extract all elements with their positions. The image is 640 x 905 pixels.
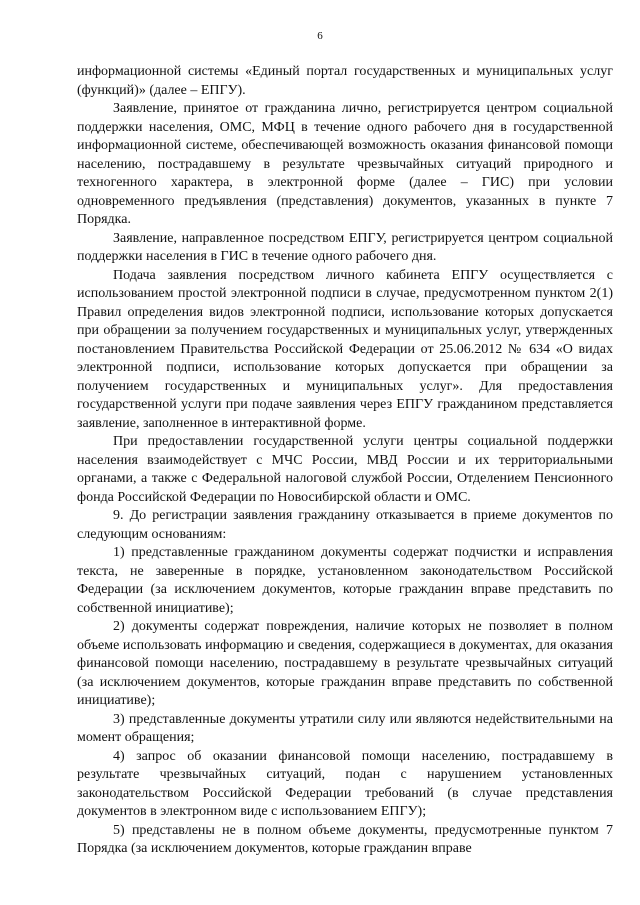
- paragraph-registration-epgu: Заявление, направленное посредством ЕПГУ, регистрируется центром социальной поддержки населения в ГИС в течение одного рабочего дня.: [77, 230, 613, 264]
- list-item-1: 1) представленные гражданином документы содержат подчистки и исправления текста, не заверенные в порядке, установленном законодательством Российской Федерации (за исключением документов, которые гражданин вправе представить по собственной инициативе);: [77, 545, 613, 616]
- paragraph-interaction: При предоставлении государственной услуги центры социальной поддержки населения взаимодействует с МЧС России, МВД России и их территориальными органами, а также с Федеральной налоговой службой России, Отделением Пенсионного фонда Российской Федерации по Новосибирской области и ОМС.: [77, 434, 613, 505]
- page-number: 6: [317, 30, 323, 42]
- paragraph-clause-9: 9. До регистрации заявления гражданину отказывается в приеме документов по следующим основаниям:: [77, 508, 613, 542]
- paragraph-electronic-signature: Подача заявления посредством личного кабинета ЕПГУ осуществляется с использованием простой электронной подписи в случае, предусмотренном пунктом 2(1) Правил определения видов электронной подписи, использование которых допускается при обращении за получением государственных и муниципальных услуг, утвержденных постановлением Правительства Российской Федерации от 25.06.2012 № 634 «О видах электронной подписи, использование которых допускается при обращении за получением государственных и муниципальных услуг». Для предоставления государственной услуги при подаче заявления через ЕПГУ гражданином представляется заявление, заполненное в интерактивной форме.: [77, 267, 613, 431]
- paragraph-registration-in-person: Заявление, принятое от гражданина лично, регистрируется центром социальной поддержки населения, ОМС, МФЦ в течение одного рабочего дня в государственной информационной системе, обеспечивающей возможность оказания финансовой помощи населению, пострадавшему в результате чрезвычайных ситуаций природного и техногенного характера, в электронной форме (далее – ГИС) при условии одновременного предъявления (представления) документов, указанных в пункте 7 Порядка.: [77, 101, 613, 227]
- list-item-2: 2) документы содержат повреждения, наличие которых не позволяет в полном объеме использовать информацию и сведения, содержащиеся в документах, для оказания финансовой помощи населению, пострадавшему в результате чрезвычайных ситуаций (за исключением документов, которые гражданин вправе представить по собственной инициативе);: [77, 619, 613, 708]
- list-item-5: 5) представлены не в полном объеме документы, предусмотренные пунктом 7 Порядка (за исключением документов, которые гражданин вправе: [77, 822, 613, 856]
- list-item-4: 4) запрос об оказании финансовой помощи населению, пострадавшему в результате чрезвычайных ситуаций, подан с нарушением установленных законодательством Российской Федерации требований (в случае представления документов в электронном виде с использованием ЕПГУ);: [77, 748, 613, 819]
- list-item-3: 3) представленные документы утратили силу или являются недействительными на момент обращения;: [77, 711, 613, 745]
- paragraph-continuation: информационной системы «Единый портал государственных и муниципальных услуг (функций)» (далее – ЕПГУ).: [77, 64, 613, 98]
- document-body: [77, 63, 613, 859]
